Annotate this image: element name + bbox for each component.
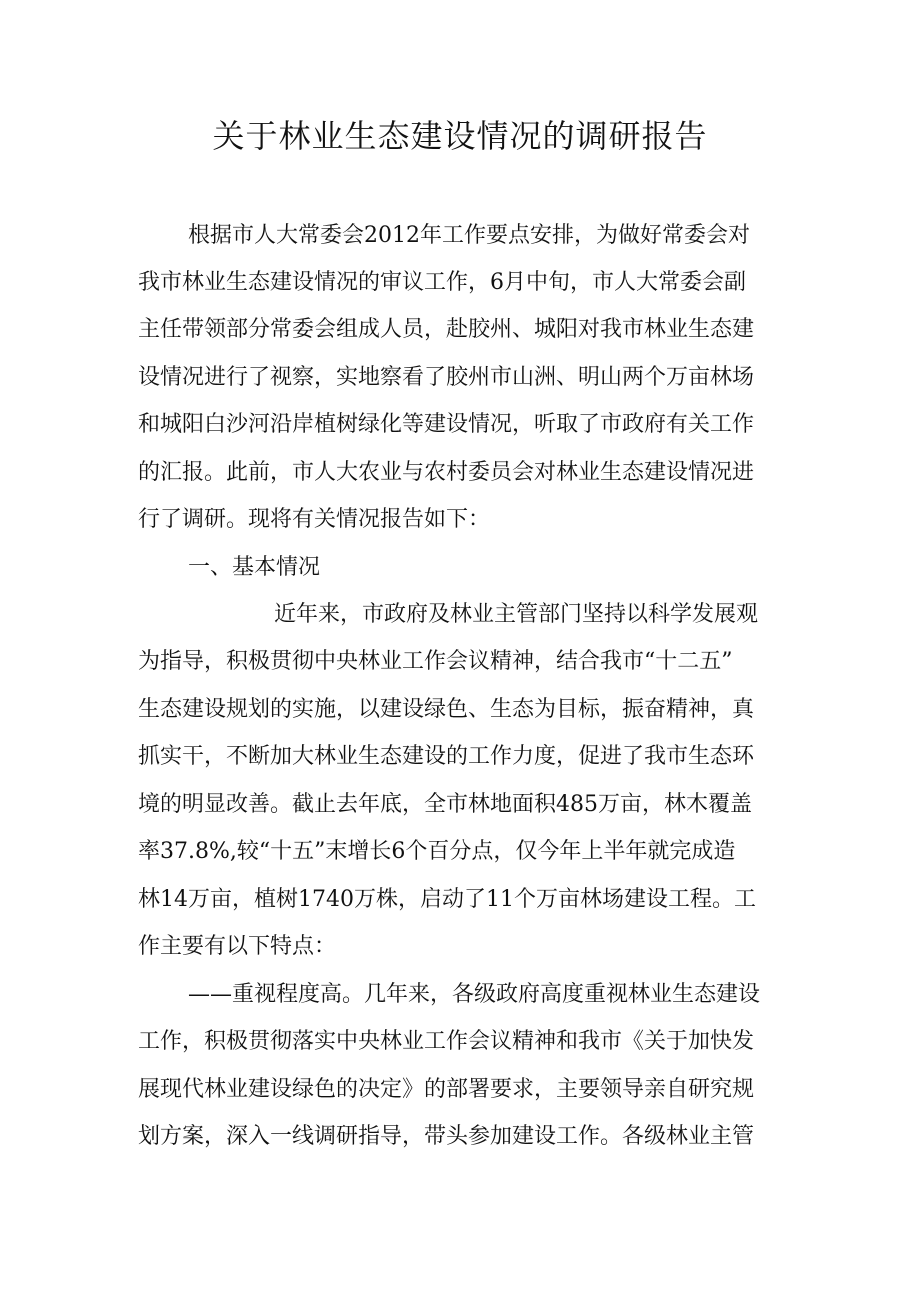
paragraph-line: 划方案，深入一线调研指导，带头参加建设工作。各级林业主管 — [138, 1124, 755, 1149]
paragraph-line: ——重视程度高。几年来，各级政府高度重视林业生态建设 — [188, 982, 761, 1007]
paragraph-line: 境的明显改善。截止去年底，全市林地面积485万亩，林木覆盖 — [138, 792, 752, 817]
paragraph-line: 行了调研。现将有关情况报告如下： — [138, 507, 491, 532]
paragraph-line: 我市林业生态建设情况的审议工作，6月中旬，市人大常委会副 — [138, 270, 746, 295]
paragraph-line: 工作，积极贯彻落实中央林业工作会议精神和我市《关于加快发 — [138, 1029, 755, 1054]
paragraph-line: 近年来，市政府及林业主管部门坚持以科学发展观 — [274, 602, 759, 627]
paragraph-line: 设情况进行了视察，实地察看了胶州市山洲、明山两个万亩林场 — [138, 365, 755, 390]
paragraph-line: 生态建设规划的实施，以建设绿色、生态为目标，振奋精神，真 — [138, 697, 755, 722]
paragraph-line: 展现代林业建设绿色的决定》的部署要求，主要领导亲自研究规 — [138, 1077, 755, 1102]
paragraph-line: 林14万亩，植树1740万株，启动了11个万亩林场建设工程。工 — [138, 887, 756, 912]
paragraph-line: 主任带领部分常委会组成人员，赴胶州、城阳对我市林业生态建 — [138, 317, 755, 342]
paragraph-line: 和城阳白沙河沿岸植树绿化等建设情况，听取了市政府有关工作 — [138, 412, 755, 437]
paragraph-line: 根据市人大常委会2012年工作要点安排，为做好常委会对 — [188, 223, 750, 248]
paragraph-line: 的汇报。此前，市人大农业与农村委员会对林业生态建设情况进 — [138, 460, 755, 485]
paragraph-line: 抓实干，不断加大林业生态建设的工作力度，促进了我市生态环 — [138, 744, 755, 769]
paragraph-line: 率37.8%,较“十五”末增长6个百分点，仅今年上半年就完成造 — [138, 839, 736, 864]
section-heading: 一、基本情况 — [188, 555, 321, 580]
paragraph-line: 为指导，积极贯彻中央林业工作会议精神，结合我市“十二五” — [138, 649, 733, 674]
paragraph-line: 作主要有以下特点： — [138, 934, 337, 959]
document-title: 关于林业生态建设情况的调研报告 — [212, 117, 708, 155]
